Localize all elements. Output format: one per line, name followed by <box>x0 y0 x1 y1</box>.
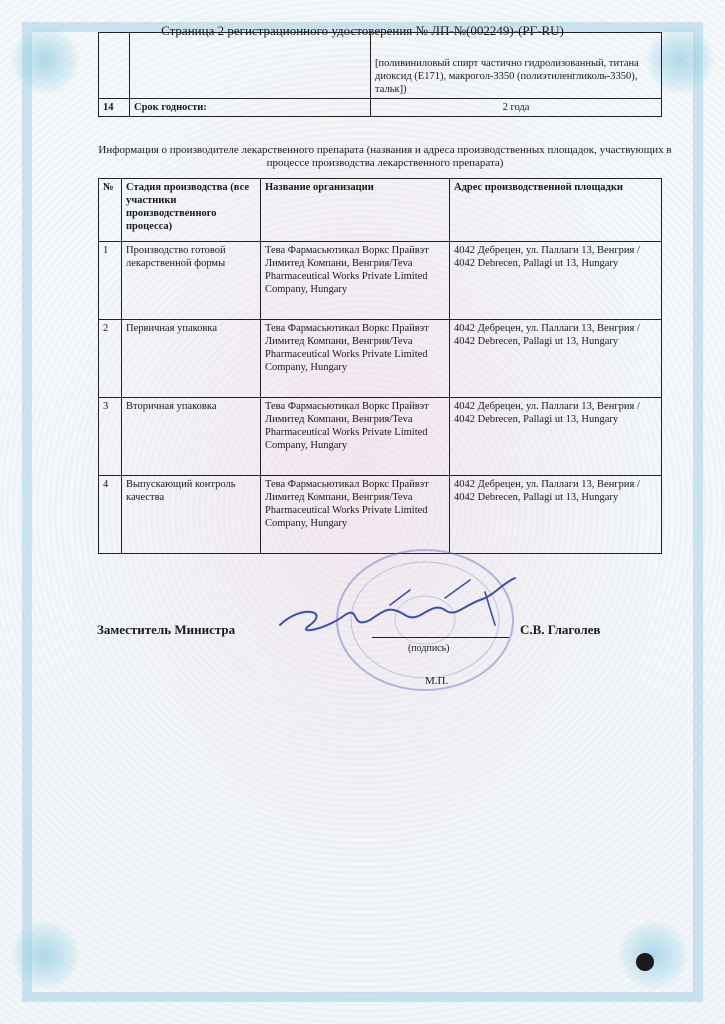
table-row <box>99 320 662 398</box>
handwritten-signature <box>270 570 530 650</box>
corner-ornament <box>10 920 80 990</box>
cell-num: 1 <box>99 242 122 320</box>
signature-caption: (подпись) <box>408 643 450 654</box>
signer-position: Заместитель Министра <box>97 622 236 637</box>
empty-cell <box>130 33 371 99</box>
cell-address: 4042 Дебрецен, ул. Паллаги 13, Венгрия / 4042 Debrecen, Pallagi ut 13, Hungary <box>450 476 662 554</box>
table-row <box>99 33 662 99</box>
signature-line <box>372 637 509 638</box>
cell-address: 4042 Дебрецен, ул. Паллаги 13, Венгрия / 4042 Debrecen, Pallagi ut 13, Hungary <box>450 242 662 320</box>
cell-org: Тева Фармасьютикал Воркс Прайвэт Лимитед Компани, Венгрия/Teva Pharmaceutical Works Private Limited Company, Hungary <box>261 320 450 398</box>
signer-name: С.В. Глаголев <box>520 622 601 637</box>
continuation-table <box>98 32 662 117</box>
cell-stage: Вторичная упаковка <box>122 398 261 476</box>
page-header: Страница 2 регистрационного удостоверения № ЛП-№(002249)-(РГ-RU) <box>161 23 564 38</box>
header-org: Название организации <box>261 179 450 242</box>
cell-org: Тева Фармасьютикал Воркс Прайвэт Лимитед Компани, Венгрия/Teva Pharmaceutical Works Private Limited Company, Hungary <box>261 476 450 554</box>
cell-stage: Производство готовой лекарственной формы <box>122 242 261 320</box>
cell-num: 3 <box>99 398 122 476</box>
table-row <box>99 398 662 476</box>
manufacturer-table <box>98 178 662 554</box>
table-row <box>99 242 662 320</box>
row-label: Срок годности: <box>130 99 371 117</box>
corner-ornament <box>618 920 688 990</box>
cell-num: 4 <box>99 476 122 554</box>
row-number: 14 <box>99 99 130 117</box>
header-stage: Стадия производства (все участники производственного процесса) <box>122 179 261 242</box>
cell-address: 4042 Дебрецен, ул. Паллаги 13, Венгрия / 4042 Debrecen, Pallagi ut 13, Hungary <box>450 398 662 476</box>
composition-text: [поливиниловый спирт частично гидролизованный, титана диоксид (E171), макрогол-3350 (полиэтиленгликоль-3350), тальк]) <box>371 33 662 99</box>
seal-label: М.П. <box>425 675 449 687</box>
shelf-life-value: 2 года <box>371 99 662 117</box>
cell-org: Тева Фармасьютикал Воркс Прайвэт Лимитед Компани, Венгрия/Teva Pharmaceutical Works Private Limited Company, Hungary <box>261 398 450 476</box>
manufacturer-caption: Информация о производителе лекарственного препарата (названия и адреса производственных площадок, участвующих в процессе производства лекарственного препарата) <box>98 144 672 169</box>
cell-org: Тева Фармасьютикал Воркс Прайвэт Лимитед Компани, Венгрия/Teva Pharmaceutical Works Private Limited Company, Hungary <box>261 242 450 320</box>
header-address: Адрес производственной площадки <box>450 179 662 242</box>
punch-hole <box>636 953 654 971</box>
empty-cell <box>99 33 130 99</box>
table-header-row <box>99 179 662 242</box>
cell-address: 4042 Дебрецен, ул. Паллаги 13, Венгрия / 4042 Debrecen, Pallagi ut 13, Hungary <box>450 320 662 398</box>
header-num: № <box>99 179 122 242</box>
table-row <box>99 476 662 554</box>
cell-stage: Выпускающий контроль качества <box>122 476 261 554</box>
cell-num: 2 <box>99 320 122 398</box>
table-row <box>99 99 662 117</box>
cell-stage: Первичная упаковка <box>122 320 261 398</box>
